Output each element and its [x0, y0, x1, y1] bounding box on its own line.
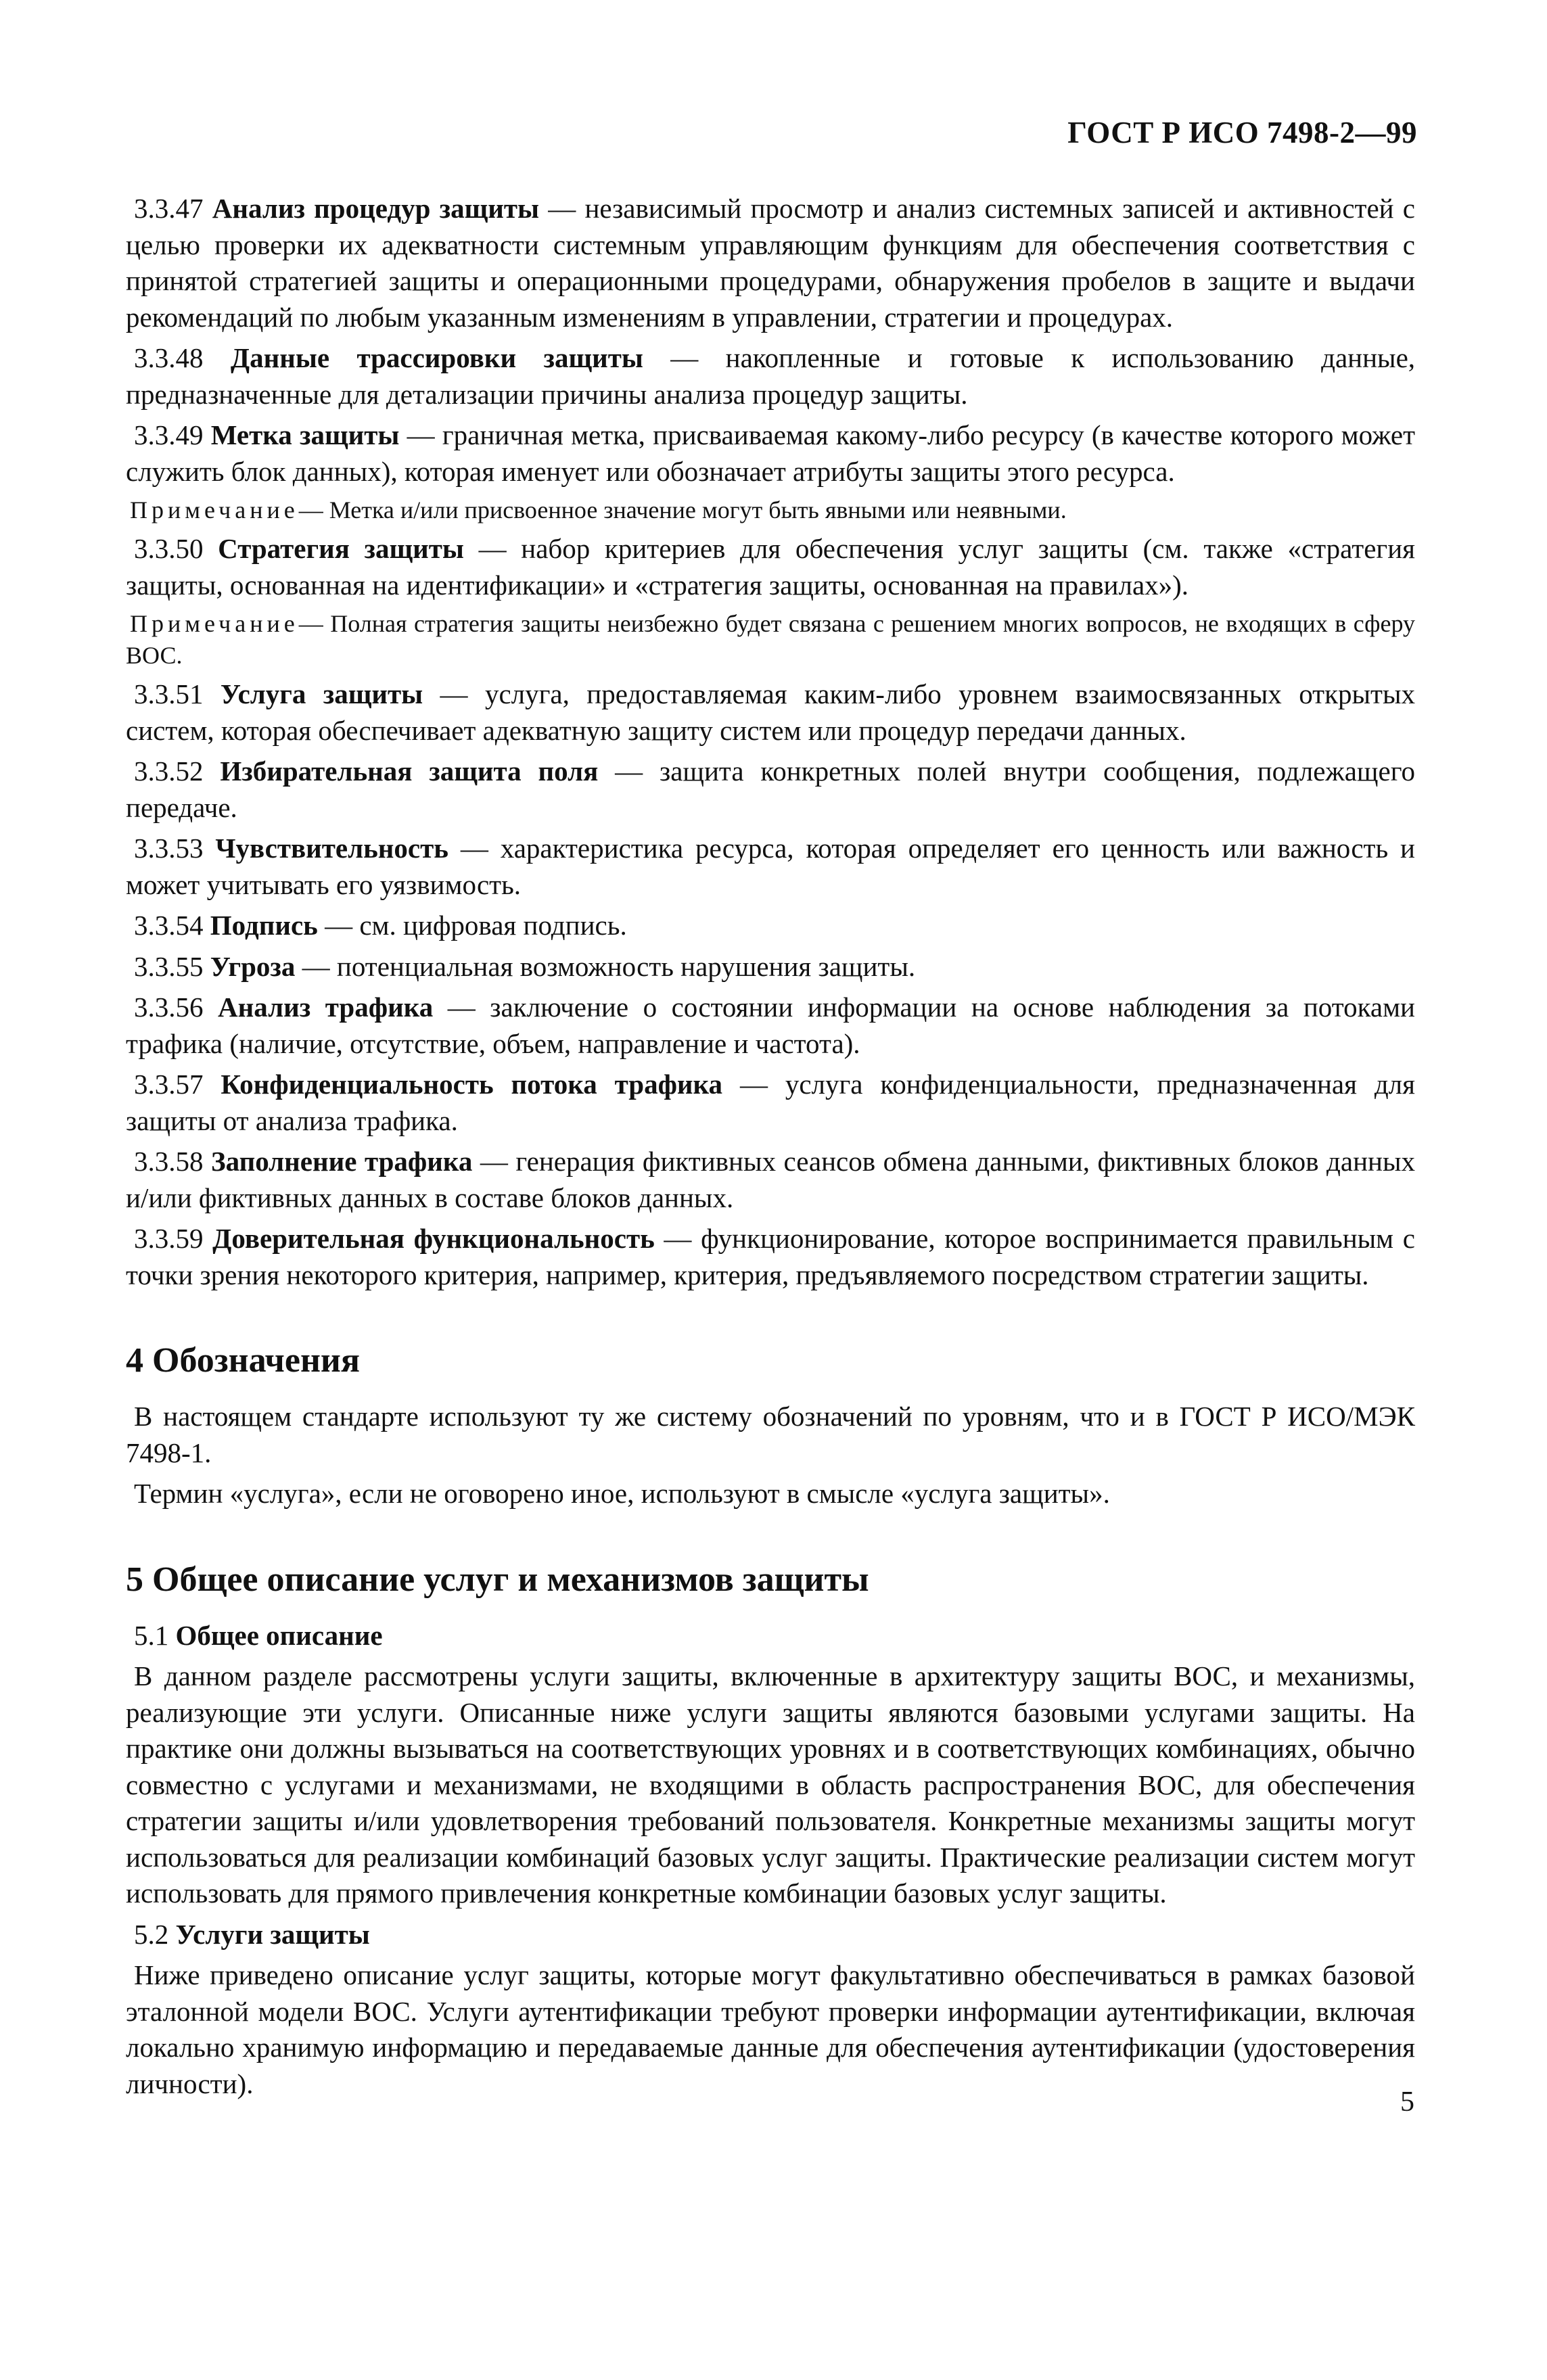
subsection-5-2-text: Ниже приведено описание услуг защиты, которые могут факультативно обеспечиваться в рамках базовой эталонной модели ВОС. Услуги аутентификации требуют проверки информации аутентификации, включая локально хранимую информацию и передаваемые данные для обеспечения аутентификации (удостоверения личности).: [126, 1959, 1415, 2099]
term: Чувствительность: [215, 833, 448, 864]
document-body: [126, 191, 1415, 2107]
page-number: 5: [1400, 2086, 1414, 2118]
term: Конфиденциальность потока трафика: [221, 1069, 723, 1100]
definition-entry-3-3-48: 3.3.48 Данные трассировки защиты — накопленные и готовые к использованию данные, предназначенные для детализации причины анализа процедур защиты.: [126, 342, 1416, 410]
section-4-heading: 4 Обозначения: [126, 1341, 360, 1380]
definition-entry-3-3-54: 3.3.54 Подпись — см. цифровая подпись.: [134, 910, 627, 941]
document-header: ГОСТ Р ИСО 7498-2—99: [1067, 116, 1417, 149]
definition-entry-3-3-53: 3.3.53 Чувствительность — характеристика ресурса, которая определяет его ценность или важность и может учитывать его уязвимость.: [126, 833, 1415, 900]
subsection-5-1-text: В данном разделе рассмотрены услуги защиты, включенные в архитектуру защиты ВОС, и механизмы, реализующие эти услуги. Описанные ниже услуги защиты являются базовыми услугами защиты. На практике они должны вызываться на соответствующих уровнях и в соответствующих комбинациях, обычно совместно с услугами и механизмами, не входящими в область распространения ВОС, для обеспечения стратегии защиты и/или удовлетворения требований пользователя. Конкретные механизмы защиты могут использоваться для реализации комбинаций базовых услуг защиты. Практические реализации систем могут использовать для прямого привлечения конкретные комбинации базовых услуг защиты.: [126, 1660, 1415, 1909]
definition-entry-3-3-57: 3.3.57 Конфиденциальность потока трафика — услуга конфиденциальности, предназначенная для защиты от анализа трафика.: [126, 1069, 1415, 1136]
subsection-5-1-heading: 5.1 Общее описание: [134, 1619, 383, 1651]
term: Стратегия защиты: [218, 533, 464, 564]
definition-entry-3-3-49: 3.3.49 Метка защиты — граничная метка, присваиваемая какому-либо ресурсу (в качестве которого может служить блок данных), которая именует или обозначает атрибуты защиты этого ресурса.: [126, 419, 1415, 487]
term: Доверительная функциональность: [212, 1223, 655, 1254]
definition-entry-3-3-59: 3.3.59 Доверительная функциональность — функционирование, которое воспринимается правильным с точки зрения некоторого критерия, например, критерия, предъявляемого посредством стратегии защиты.: [126, 1223, 1415, 1290]
definition-entry-3-3-51: 3.3.51 Услуга защиты — услуга, предоставляемая каким-либо уровнем взаимосвязанных открытых систем, которая обеспечивает адекватную защиту систем или процедур передачи данных.: [126, 678, 1416, 746]
term: Данные трассировки защиты: [230, 342, 643, 373]
term: Угроза: [210, 950, 296, 982]
term: Подпись: [210, 910, 318, 941]
term: Заполнение трафика: [211, 1146, 473, 1177]
term: Услуга защиты: [220, 678, 423, 709]
section-4-paragraph: Термин «услуга», если не оговорено иное, используют в смысле «услуга защиты».: [134, 1478, 1110, 1509]
definition-entry-3-3-55: 3.3.55 Угроза — потенциальная возможность нарушения защиты.: [134, 950, 916, 982]
section-5-heading: 5 Общее описание услуг и механизмов защиты: [126, 1560, 869, 1599]
term: Анализ трафика: [218, 991, 434, 1023]
term: Метка защиты: [210, 419, 400, 450]
note: Примечание— Метка и/или присвоенное значение могут быть явными или неявными.: [130, 496, 1067, 523]
definition-entry-3-3-50: 3.3.50 Стратегия защиты — набор критериев для обеспечения услуг защиты (см. также «стратегия защиты, основанная на идентификации» и «стратегия защиты, основанная на правилах»).: [126, 533, 1416, 601]
note: Примечание— Полная стратегия защиты неизбежно будет связана с решением многих вопросов, не входящих в сферу ВОС.: [126, 610, 1415, 669]
definition-entry-3-3-58: 3.3.58 Заполнение трафика — генерация фиктивных сеансов обмена данными, фиктивных блоков данных и/или фиктивных данных в составе блоков данных.: [126, 1146, 1416, 1213]
subsection-5-2-heading: 5.2 Услуги защиты: [134, 1918, 370, 1950]
term: Анализ процедур защиты: [212, 193, 539, 224]
definition-entry-3-3-52: 3.3.52 Избирательная защита поля — защита конкретных полей внутри сообщения, подлежащего передаче.: [126, 755, 1415, 823]
term: Избирательная защита поля: [220, 755, 599, 787]
definition-entry-3-3-47: 3.3.47 Анализ процедур защиты — независимый просмотр и анализ системных записей и активностей с целью проверки их адекватности системным управляющим функциям для обеспечения соответствия с принятой стратегией защиты и операционными процедурами, обнаружения пробелов в защите и выдачи рекомендаций по любым указанным изменениям в управлении, стратегии и процедурах.: [126, 193, 1416, 333]
section-4-paragraph: В настоящем стандарте используют ту же систему обозначений по уровням, что и в ГОСТ Р ИСО/МЭК 7498-1.: [126, 1401, 1415, 1468]
definition-entry-3-3-56: 3.3.56 Анализ трафика — заключение о состоянии информации на основе наблюдения за потоками трафика (наличие, отсутствие, объем, направление и частота).: [126, 991, 1416, 1059]
